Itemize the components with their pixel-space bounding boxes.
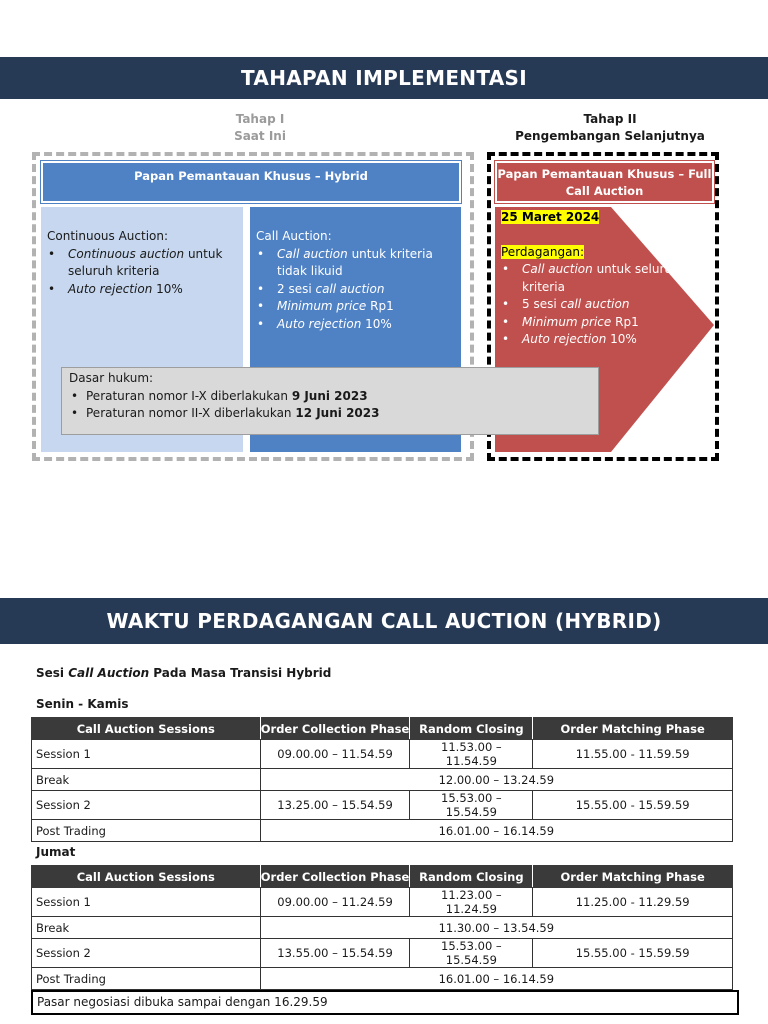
call-item-4: • Auto rejection 10% <box>256 316 456 334</box>
full-item-4: • Auto rejection 10% <box>501 331 686 349</box>
header-matching: Order Matching Phase <box>533 866 733 888</box>
table-row <box>32 740 733 769</box>
hybrid-board-header: Papan Pemantauan Khusus – Hybrid <box>41 161 461 203</box>
header-matching: Order Matching Phase <box>533 718 733 740</box>
legal-basis-box <box>61 367 599 435</box>
continuous-item-2: • Auto rejection 10% <box>47 281 239 299</box>
table-row <box>32 888 733 917</box>
break-time: 12.00.00 – 13.24.59 <box>260 769 732 791</box>
continuous-auction-text <box>47 228 239 298</box>
schedule-subtitle: Sesi Call Auction Pada Masa Transisi Hybrid <box>36 666 332 680</box>
trading-title: Perdagangan: <box>501 244 585 259</box>
header-random-closing: Random Closing <box>410 866 533 888</box>
stage-2-title: Tahap II <box>583 112 637 126</box>
table-row <box>32 968 733 990</box>
session-label: Break <box>32 769 261 791</box>
legal-title: Dasar hukum: <box>69 371 154 385</box>
schedule-table-friday <box>31 865 733 990</box>
day-label-friday: Jumat <box>36 845 76 859</box>
stage-2-subtitle: Pengembangan Selanjutnya <box>515 129 705 143</box>
full-call-auction-text <box>501 209 686 349</box>
matching-time: 15.55.00 - 15.59.59 <box>533 939 733 968</box>
implementation-stages-banner: TAHAPAN IMPLEMENTASI <box>0 57 768 99</box>
table-row <box>32 769 733 791</box>
session-label: Session 2 <box>32 939 261 968</box>
break-time: 11.30.00 – 13.54.59 <box>260 917 732 939</box>
session-label: Post Trading <box>32 968 261 990</box>
session-label: Break <box>32 917 261 939</box>
random-closing-time: 11.53.00 – 11.54.59 <box>410 740 533 769</box>
header-sessions: Call Auction Sessions <box>32 718 261 740</box>
matching-time: 11.25.00 - 11.29.59 <box>533 888 733 917</box>
stage-1-title: Tahap I <box>235 112 285 126</box>
session-label: Session 1 <box>32 888 261 917</box>
random-closing-time: 11.23.00 – 11.24.59 <box>410 888 533 917</box>
random-closing-time: 15.53.00 – 15.54.59 <box>410 939 533 968</box>
table-header-row <box>32 718 733 740</box>
continuous-title: Continuous Auction: <box>47 229 169 243</box>
table-row <box>32 939 733 968</box>
call-title: Call Auction: <box>256 229 332 243</box>
day-label-mon-thu: Senin - Kamis <box>36 697 129 711</box>
stage-1-subtitle: Saat Ini <box>234 129 286 143</box>
full-header-line2: Call Auction <box>565 184 644 198</box>
table-row <box>32 791 733 820</box>
session-label: Session 1 <box>32 740 261 769</box>
collection-time: 13.25.00 – 15.54.59 <box>260 791 410 820</box>
full-item-1: • Call auction untuk seluruh kriteria <box>501 261 686 296</box>
stage-2-label <box>510 111 710 145</box>
full-call-auction-header <box>495 161 714 203</box>
schedule-table-mon-thu <box>31 717 733 842</box>
table-row <box>32 917 733 939</box>
implementation-date: 25 Maret 2024 <box>501 210 600 224</box>
collection-time: 09.00.00 – 11.54.59 <box>260 740 410 769</box>
post-trading-time: 16.01.00 – 16.14.59 <box>260 968 732 990</box>
collection-time: 13.55.00 – 15.54.59 <box>260 939 410 968</box>
header-random-closing: Random Closing <box>410 718 533 740</box>
continuous-item-1: • Continuous auction untuk seluruh kriteria <box>47 246 239 281</box>
session-label: Session 2 <box>32 791 261 820</box>
full-item-2: • 5 sesi call auction <box>501 296 686 314</box>
stage-1-label <box>185 111 335 145</box>
table-row <box>32 820 733 842</box>
random-closing-time: 15.53.00 – 15.54.59 <box>410 791 533 820</box>
header-sessions: Call Auction Sessions <box>32 866 261 888</box>
full-item-3: • Minimum price Rp1 <box>501 314 686 332</box>
trading-hours-banner: WAKTU PERDAGANGAN CALL AUCTION (HYBRID) <box>0 598 768 644</box>
matching-time: 15.55.00 - 15.59.59 <box>533 791 733 820</box>
legal-item-1: • Peraturan nomor I-X diberlakukan 9 Juni 2023 <box>69 388 591 406</box>
call-item-1: • Call auction untuk kriteria tidak likuid <box>256 246 456 281</box>
negotiation-market-note: Pasar negosiasi dibuka sampai dengan 16.29.59 <box>31 990 739 1015</box>
post-trading-time: 16.01.00 – 16.14.59 <box>260 820 732 842</box>
session-label: Post Trading <box>32 820 261 842</box>
call-item-2: • 2 sesi call auction <box>256 281 456 299</box>
table-header-row <box>32 866 733 888</box>
header-collection: Order Collection Phase <box>260 866 410 888</box>
collection-time: 09.00.00 – 11.24.59 <box>260 888 410 917</box>
header-collection: Order Collection Phase <box>260 718 410 740</box>
legal-item-2: • Peraturan nomor II-X diberlakukan 12 Juni 2023 <box>69 405 591 423</box>
call-auction-text <box>256 228 456 333</box>
full-header-line1: Papan Pemantauan Khusus – Full <box>497 167 712 181</box>
call-item-3: • Minimum price Rp1 <box>256 298 456 316</box>
matching-time: 11.55.00 - 11.59.59 <box>533 740 733 769</box>
